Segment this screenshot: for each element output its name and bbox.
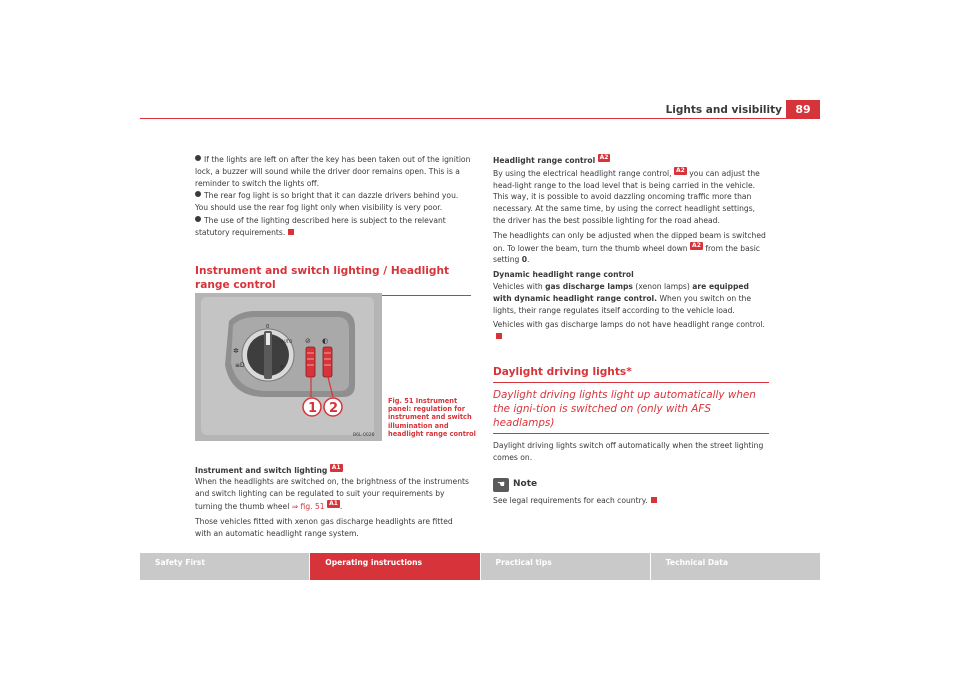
bullet-item: The use of the lighting described here is subject to the relevant statutory requirements. <box>195 215 446 237</box>
paragraph: Those vehicles fitted with xenon gas discharge headlights are fitted with an automatic headlight range system. <box>195 516 453 538</box>
subhead: Instrument and switch lighting <box>195 465 328 475</box>
paragraph: The headlights can only be adjusted when the dipped beam is switched on. To lower the beam, turn the thumb wheel down A2 from the basic setting 0. <box>493 230 766 265</box>
figure-link[interactable]: ⇒ fig. 51 <box>291 501 325 511</box>
bullet-icon <box>195 155 201 161</box>
note-hand-icon: ☚ <box>493 478 509 492</box>
bullet-icon <box>195 191 201 197</box>
tab-technical-data[interactable]: Technical Data <box>651 553 820 580</box>
bullet-item: If the lights are left on after the key has been taken out of the ignition lock, a buzzer will sound while the driver door remains open. This is a reminder to switch the lights off. <box>195 155 471 188</box>
dial-zero-label: 0 <box>266 324 270 330</box>
page-header-title: Lights and visibility <box>665 104 782 116</box>
instrument-panel-illustration <box>195 293 382 441</box>
figure-caption: Fig. 51 Instrument panel: regulation for instrument and switch illumination and headlight range control <box>388 397 476 438</box>
end-of-section-icon <box>651 497 657 503</box>
subhead: Dynamic headlight range control <box>493 270 634 280</box>
section-title: Instrument and switch lighting / Headlight range control <box>195 264 471 296</box>
thumb-wheel-1 <box>306 347 315 377</box>
footer-nav <box>140 553 820 580</box>
note-block <box>493 478 769 492</box>
svg-text:≡D: ≡D <box>235 362 245 369</box>
note-label: Note <box>513 478 538 489</box>
figure-ref-badge: A2 <box>692 241 701 249</box>
bullet-item: The rear fog light is so bright that it can dazzle drivers behind you. You should use the rear fog light only when visibility is very poor. <box>195 191 459 213</box>
figure-ref-badge: A2 <box>675 166 685 174</box>
right-column <box>493 154 769 506</box>
tab-operating-instructions[interactable]: Operating instructions <box>310 553 479 580</box>
end-of-section-icon <box>288 229 294 235</box>
dial-auto-label: AUTO <box>281 339 293 344</box>
paragraph: Vehicles with gas discharge lamps (xenon lamps) are equipped with dynamic headlight range control. When you switch on the lights, their range regulates itself according to the vehicle load. <box>493 281 752 315</box>
paragraph: By using the electrical headlight range control, A2 you can adjust the head-light range to the load level that is being carried in the vehicle. This way, it is possible to avoid dazzling oncoming traffic more than necessary. At the same time, by using the correct headlight settings, the driver has the best possible lighting for the road ahead. <box>493 166 760 225</box>
callout-1: 1 <box>308 401 318 416</box>
bullet-icon <box>195 216 201 222</box>
figure-instrument-panel <box>195 293 382 441</box>
svg-text:◐: ◐ <box>322 337 329 345</box>
callout-2: 2 <box>329 401 339 416</box>
figure-ref-badge: A1 <box>329 499 338 507</box>
figure-ref-badge: A2 <box>599 154 609 161</box>
tab-practical-tips[interactable]: Practical tips <box>481 553 650 580</box>
section-subtitle: Daylight driving lights light up automatically when the igni-tion is switched on (only with AFS headlamps) <box>493 388 769 434</box>
paragraph: When the headlights are switched on, the brightness of the instruments and switch lighting can be regulated to suit your requirements by turning the thumb wheel ⇒ fig. 51 A1 . <box>195 477 469 511</box>
svg-text:✲: ✲ <box>233 347 239 355</box>
figure-ref-badge: A1 <box>331 463 341 471</box>
svg-text:☼: ☼ <box>279 364 285 371</box>
page-number: 89 <box>786 100 820 119</box>
header-divider <box>140 118 820 119</box>
tab-safety-first[interactable]: Safety First <box>140 553 309 580</box>
subhead: Headlight range control <box>493 156 596 165</box>
paragraph: Daylight driving lights switch off automatically when the street lighting comes on. <box>493 440 764 462</box>
figure-code: B6L-0026 <box>353 433 375 438</box>
paragraph: Vehicles with gas discharge lamps do not have headlight range control. <box>493 319 769 343</box>
end-of-section-icon <box>496 333 502 339</box>
section-title: Daylight driving lights* <box>493 365 769 383</box>
paragraph: See legal requirements for each country. <box>493 495 769 507</box>
thumb-wheel-2 <box>323 347 332 377</box>
svg-text:⊘: ⊘ <box>305 337 311 345</box>
